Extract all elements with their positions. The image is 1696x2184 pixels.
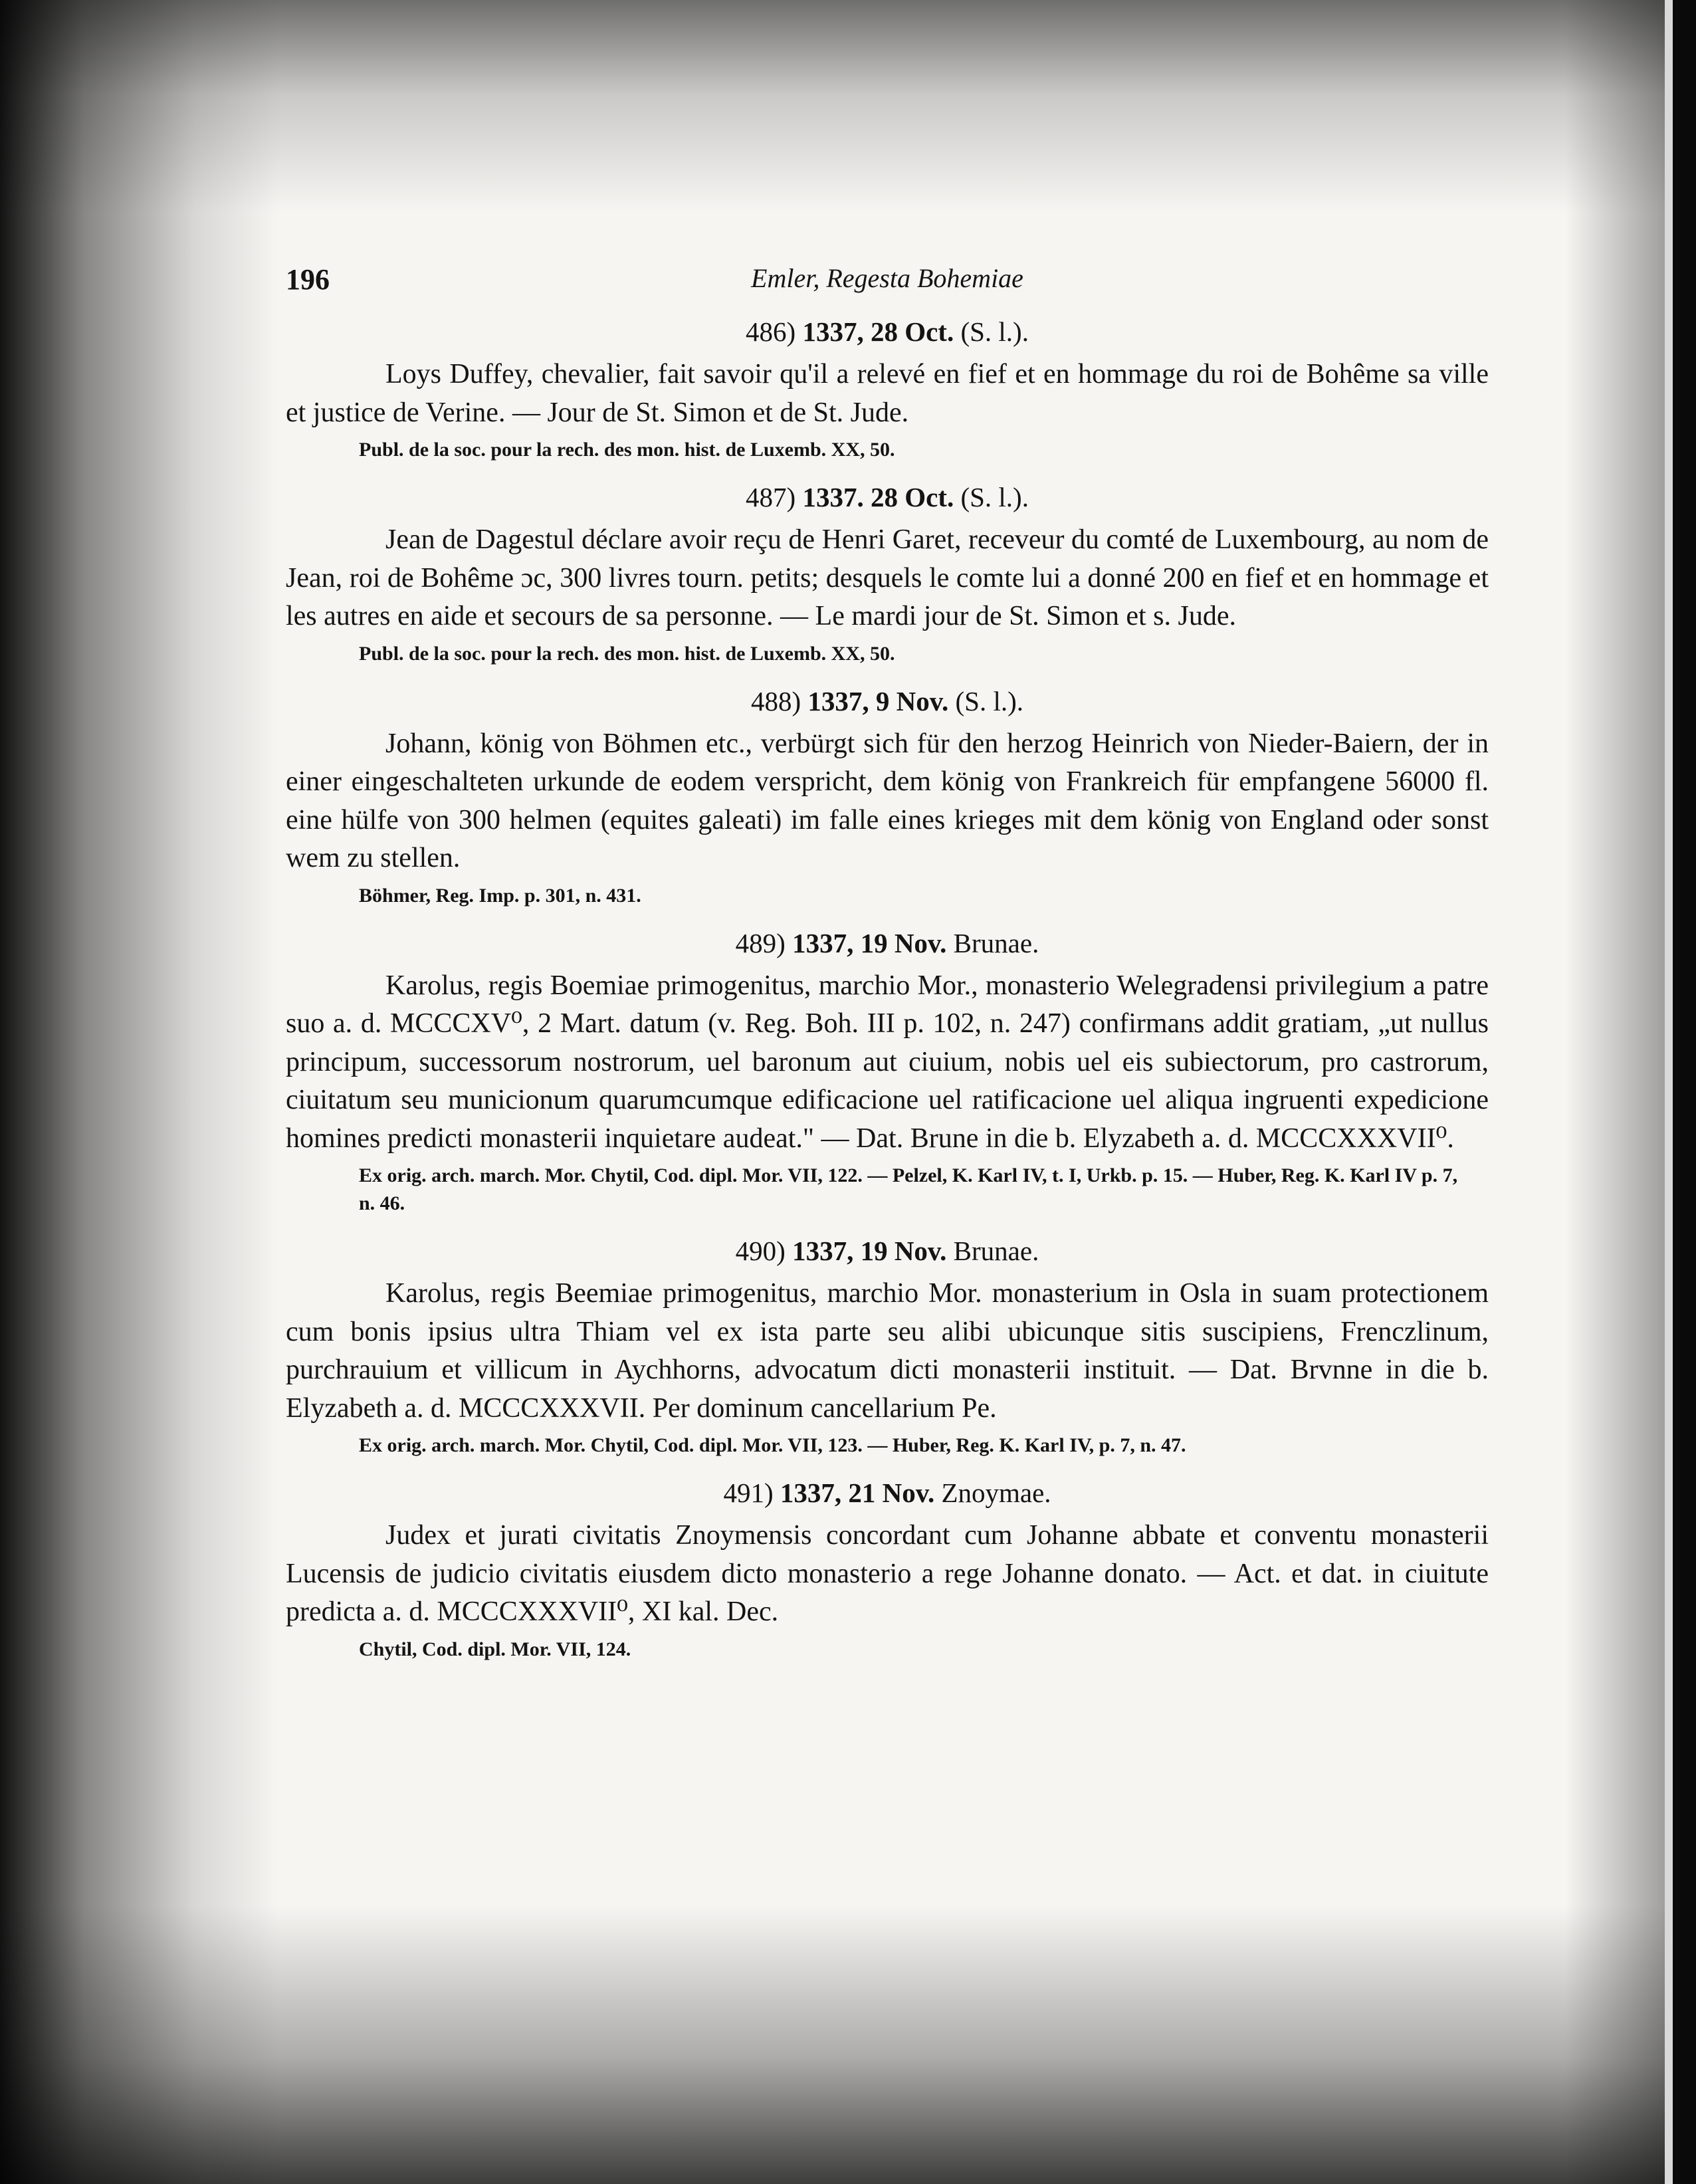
- regest-entry-487: [286, 479, 1489, 668]
- entry-place: Brunae.: [953, 1236, 1039, 1266]
- entry-place: Znoymae.: [941, 1477, 1051, 1508]
- entry-text: Karolus, regis Beemiae primogenitus, marchio Mor. monasterium in Osla in suam protectionem cum bonis ipsius ultra Thiam vel ex ista parte seu alibi ubicunque sitis suscipiens, Frenczlinum, purchrauium et villicum in Aychhorns, advocatum dicti monasterii instituit. — Dat. Brvnne in die b. Elyzabeth a. d. MCCCXXXVII. Per dominum cancellarium Pe.: [286, 1278, 1489, 1424]
- entry-heading: [286, 313, 1489, 350]
- entry-source: Böhmer, Reg. Imp. p. 301, n. 431.: [359, 884, 641, 907]
- page-edge: [1665, 0, 1673, 2184]
- running-head: [286, 263, 1489, 309]
- scan-shadow-right: [1565, 0, 1665, 2184]
- entry-place: (S. l.).: [960, 316, 1029, 347]
- scan-shadow-left: [0, 0, 279, 2184]
- regest-entry-491: [286, 1474, 1489, 1664]
- entry-heading: [286, 683, 1489, 720]
- entry-source: Publ. de la soc. pour la rech. des mon. hist. de Luxemb. XX, 50.: [359, 642, 895, 665]
- entry-source: Chytil, Cod. dipl. Mor. VII, 124.: [359, 1638, 631, 1660]
- entry-date: 1337, 19 Nov.: [792, 927, 947, 958]
- entry-number: 488): [750, 685, 801, 716]
- entry-date: 1337. 28 Oct.: [802, 482, 954, 512]
- entry-text: Karolus, regis Boemiae primogenitus, marchio Mor., monasterio Welegradensi privilegium a patre suo a. d. MCCCXV⁰, 2 Mart. datum (v. Reg. Boh. III p. 102, n. 247) confirmans addit gratiam, „ut nullus principum, successorum nostrorum, uel baronum aut ciuium, nobis uel eis subiectorum, pro castrorum, ciuitatum seu municionum quarumcumque edificacione uel ratificacione uel aliqua ingruenti expedicione homines predicti monasterii inquietare audeat." — Dat. Brune in die b. Elyzabeth a. d. MCCCXXXVII⁰.: [286, 970, 1489, 1154]
- entry-heading: [286, 1232, 1489, 1269]
- entry-number: 486): [746, 316, 796, 347]
- entry-source: Ex orig. arch. march. Mor. Chytil, Cod. dipl. Mor. VII, 123. — Huber, Reg. K. Karl IV, p. 7, n. 47.: [359, 1434, 1186, 1456]
- entry-date: 1337, 21 Nov.: [780, 1477, 935, 1508]
- regest-entry-490: [286, 1232, 1489, 1460]
- entry-text: Loys Duffey, chevalier, fait savoir qu'il a relevé en fief et en hommage du roi de Bohême sa ville et justice de Verine. — Jour de St. Simon et de St. Jude.: [286, 359, 1489, 428]
- entry-number: 490): [735, 1236, 786, 1266]
- scan-shadow-bottom: [0, 1905, 1665, 2184]
- regest-entry-486: [286, 313, 1489, 464]
- entry-date: 1337, 19 Nov.: [792, 1236, 947, 1266]
- entry-text: Jean de Dagestul déclare avoir reçu de Henri Garet, receveur du comté de Luxembourg, au nom de Jean, roi de Bohême ɔc, 300 livres tourn. petits; desquels le comte lui a donné 200 en fief et en hommage et les autres en aide et secours de sa personne. — Le mardi jour de St. Simon et s. Jude.: [286, 524, 1489, 631]
- regest-entry-489: [286, 925, 1489, 1218]
- entry-number: 489): [735, 927, 786, 958]
- page-number: 196: [286, 263, 330, 296]
- entry-place: (S. l.).: [960, 482, 1029, 512]
- entry-text: Johann, könig von Böhmen etc., verbürgt sich für den herzog Heinrich von Nieder-Baiern, der in einer eingeschalteten urkunde de eodem verspricht, dem könig von Frankreich für empfangene 56000 fl. eine hülfe von 300 helmen (equites galeati) im falle eines krieges mit dem könig von England oder sonst wem zu stellen.: [286, 728, 1489, 873]
- entry-number: 491): [723, 1477, 774, 1508]
- entry-date: 1337, 9 Nov.: [807, 685, 949, 716]
- entry-date: 1337, 28 Oct.: [802, 316, 954, 347]
- entry-text: Judex et jurati civitatis Znoymensis concordant cum Johanne abbate et conventu monasterii Lucensis de judicio civitatis eiusdem dicto monasterio a rege Johanne donato. — Act. et dat. in ciuitute predicta a. d. MCCCXXXVII⁰, XI kal. Dec.: [286, 1520, 1489, 1627]
- page-content: [286, 263, 1489, 1678]
- entry-source: Publ. de la soc. pour la rech. des mon. hist. de Luxemb. XX, 50.: [359, 439, 895, 461]
- running-title: Emler, Regesta Bohemiae: [751, 263, 1023, 293]
- entry-heading: [286, 925, 1489, 962]
- entry-place: (S. l.).: [955, 685, 1023, 716]
- entry-place: Brunae.: [953, 927, 1039, 958]
- entry-source: Ex orig. arch. march. Mor. Chytil, Cod. dipl. Mor. VII, 122. — Pelzel, K. Karl IV, t. I, Urkb. p. 15. — Huber, Reg. K. Karl IV p. 7, n. 46.: [359, 1164, 1458, 1214]
- entry-heading: [286, 1474, 1489, 1511]
- entry-heading: [286, 479, 1489, 516]
- regest-entry-488: [286, 683, 1489, 910]
- entry-number: 487): [746, 482, 796, 512]
